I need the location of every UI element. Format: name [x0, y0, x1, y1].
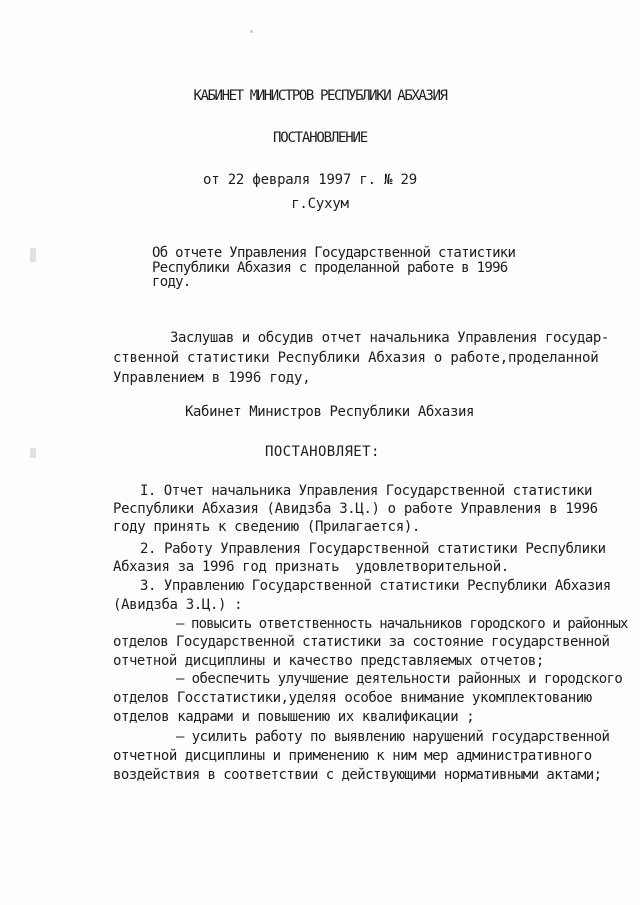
- item-3-bullet-line: – усилить работу по выявлению нарушений государственной: [176, 729, 610, 745]
- item-3-bullet-line: – повысить ответственность начальников городского и районных: [176, 616, 628, 632]
- item-3-bullet-line: воздействия в соответствии с действующими нормативными актами;: [113, 767, 602, 783]
- scan-speck: [250, 30, 253, 33]
- issuer-line: Кабинет Министров Республики Абхазия: [185, 404, 475, 420]
- preamble-line: Заслушав и обсудив отчет начальника Управления государ-: [170, 330, 609, 346]
- place-of-issue: г.Сухум: [291, 196, 349, 212]
- date-number: от 22 февраля 1997 г. № 29: [203, 172, 417, 188]
- scan-mark: [30, 448, 36, 458]
- document-type-title: ПОСТАНОВЛЕНИЕ: [273, 130, 367, 146]
- preamble-line: ственной статистики Республики Абхазия о работе,проделанной: [113, 350, 599, 366]
- item-3-bullet-line: отделов Государственной статистики за состояние государственной: [113, 634, 610, 650]
- item-3-bullet-line: отчетной дисциплины и применению к ним мер административного: [113, 748, 592, 764]
- resolves-heading: ПОСТАНОВЛЯЕТ:: [265, 444, 380, 460]
- item-3-line: 3. Управлению Государственной статистики Республики Абхазия: [140, 578, 611, 594]
- item-2-line: 2. Работу Управления Государственной статистики Республики: [140, 541, 606, 557]
- item-3-line: (Авидзба З.Ц.) :: [113, 597, 243, 613]
- item-3-bullet-line: отчетной дисциплины и качество представляемых отчетов;: [113, 653, 544, 669]
- item-1-line: году принять к сведению (Прилагается).: [113, 519, 420, 535]
- item-2-line: Абхазия за 1996 год признать удовлетворительной.: [113, 559, 509, 575]
- organization-title: КАБИНЕТ МИНИСТРОВ РЕСПУБЛИКИ АБХАЗИЯ: [193, 88, 447, 104]
- item-3-bullet-line: отделов Госстатистики,уделяя особое внимание укомплектованию: [113, 690, 592, 706]
- item-1-line: I. Отчет начальника Управления Государственной статистики: [140, 483, 592, 499]
- item-3-bullet-line: отделов кадрами и повышению их квалификации ;: [113, 709, 475, 725]
- item-3-bullet-line: – обеспечить улучшение деятельности районных и городского: [176, 671, 623, 687]
- preamble-line: Управлением в 1996 году,: [113, 370, 311, 386]
- subject-line: году.: [152, 274, 191, 290]
- scan-mark: [30, 248, 36, 262]
- subject-line: Республики Абхазия с проделанной работе в 1996: [152, 260, 508, 276]
- subject-line: Об отчете Управления Государственной статистики: [152, 245, 516, 261]
- item-1-line: Республики Абхазия (Авидзба З.Ц.) о работе Управления в 1996: [113, 501, 598, 517]
